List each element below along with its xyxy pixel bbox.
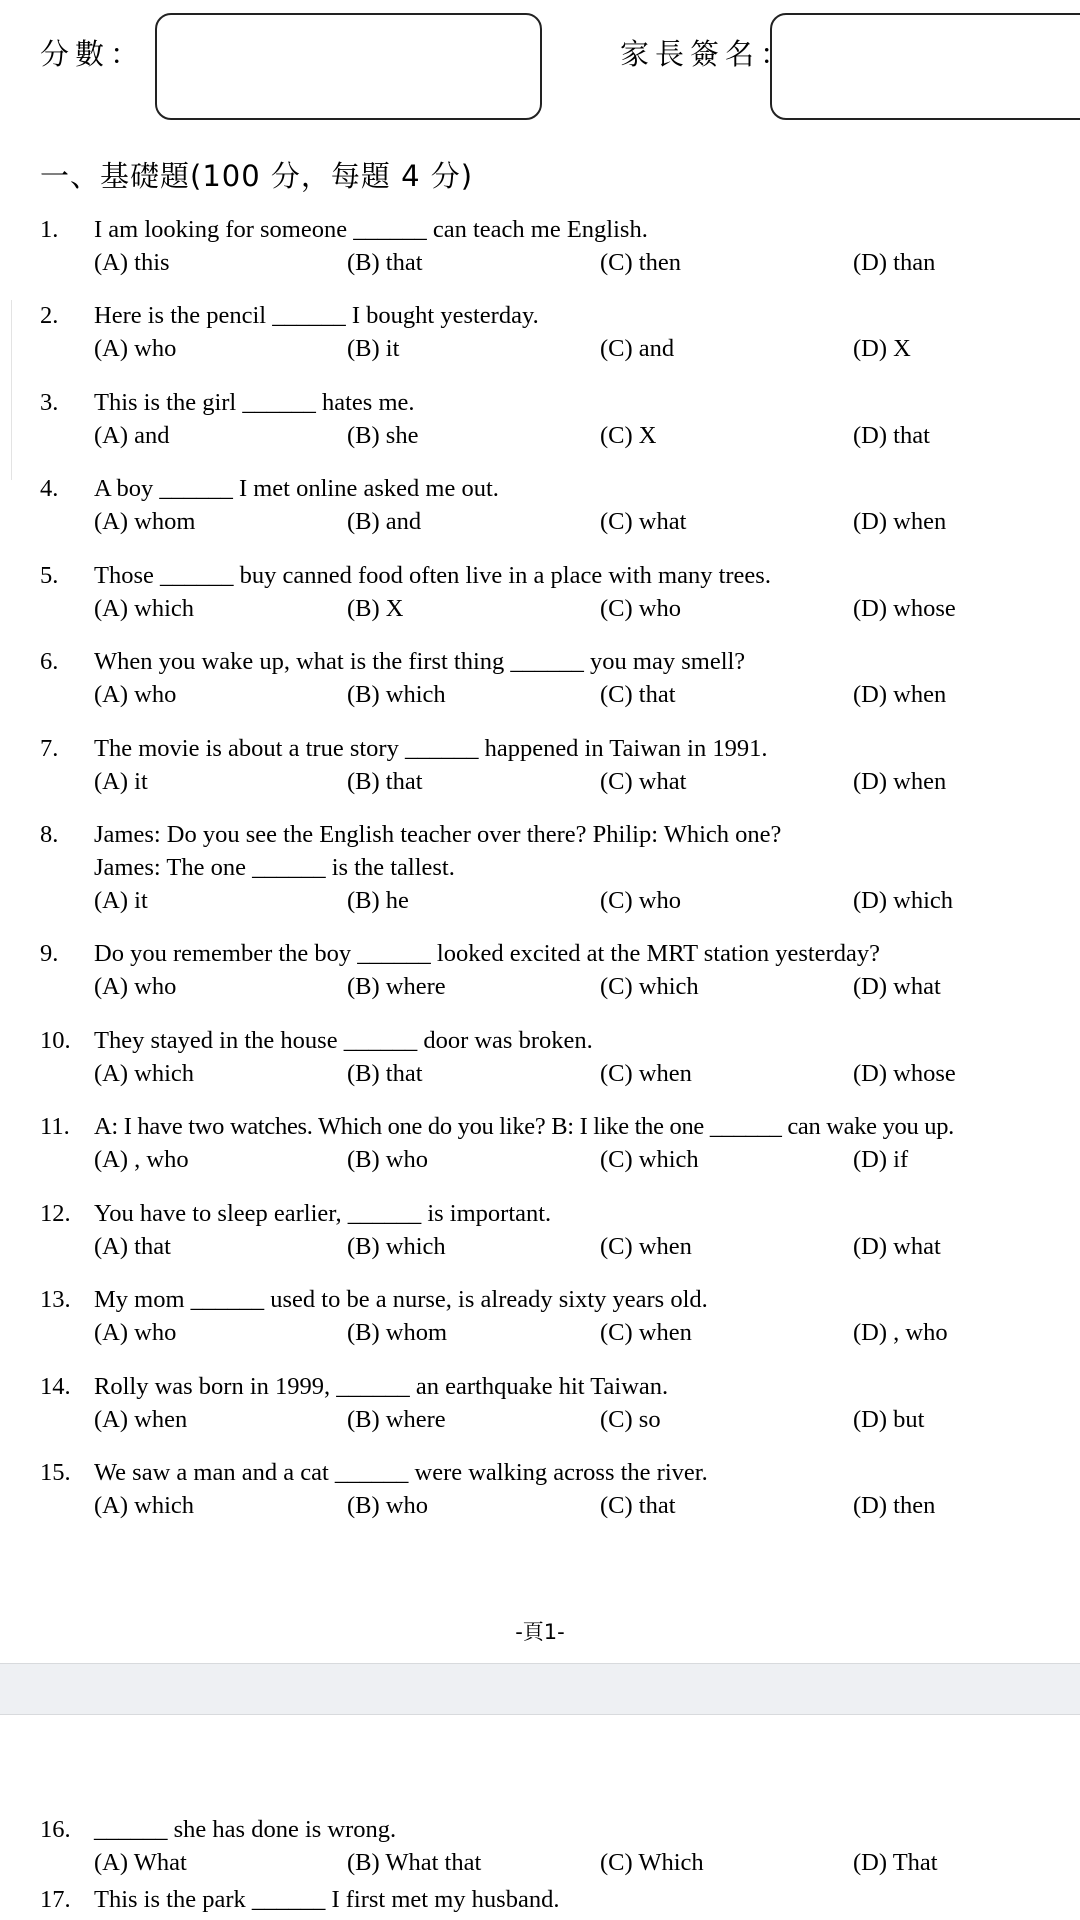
option-a: (A) , who (94, 1146, 189, 1173)
option-c: (C) who (600, 595, 681, 622)
question-number: 2. (40, 302, 59, 329)
question-stem: A boy ______ I met online asked me out. (94, 475, 499, 502)
question-number: 14. (40, 1373, 71, 1400)
section-title: 一、基礎題(100 分，每題 4 分) (40, 159, 474, 193)
option-b: (B) she (347, 422, 419, 449)
option-d: (D) what (853, 1233, 941, 1260)
option-b: (B) and (347, 508, 422, 535)
question-number: 10. (40, 1027, 71, 1054)
question-stem: Those ______ buy canned food often live in a place with many trees. (94, 562, 771, 589)
option-a: (A) which (94, 1060, 195, 1087)
option-b: (B) which (347, 681, 446, 708)
question-stem: Do you remember the boy ______ looked excited at the MRT station yesterday? (94, 940, 880, 967)
option-b: (B) that (347, 768, 423, 795)
page-2 (0, 1715, 1080, 1920)
option-a: (A) who (94, 335, 177, 362)
option-d: (D) X (853, 335, 911, 362)
question-stem: My mom ______ used to be a nurse, is already sixty years old. (94, 1286, 708, 1313)
option-a: (A) when (94, 1406, 188, 1433)
option-d: (D) that (853, 422, 930, 449)
option-b: (B) it (347, 335, 400, 362)
option-a: (A) it (94, 768, 148, 795)
option-c: (C) when (600, 1233, 692, 1260)
question-stem: The movie is about a true story ______ happened in Taiwan in 1991. (94, 735, 768, 762)
option-a: (A) this (94, 249, 170, 276)
parent-signature-label: 家長簽名： (620, 37, 796, 71)
option-b: (B) that (347, 249, 423, 276)
option-a: (A) which (94, 595, 195, 622)
option-c: (C) what (600, 768, 687, 795)
question-number: 1. (40, 216, 59, 243)
option-a: (A) which (94, 1492, 195, 1519)
option-b: (B) whom (347, 1319, 448, 1346)
option-a: (A) whom (94, 508, 196, 535)
question-stem: This is the park ______ I first met my husband. (94, 1886, 560, 1913)
option-b: (B) he (347, 887, 409, 914)
question-number: 3. (40, 389, 59, 416)
option-d: (D) whose (853, 595, 956, 622)
option-d: (D) when (853, 768, 947, 795)
option-c: (C) when (600, 1060, 692, 1087)
option-d: (D) when (853, 508, 947, 535)
option-c: (C) which (600, 1146, 699, 1173)
option-d: (D) but (853, 1406, 925, 1433)
question-number: 8. (40, 821, 59, 848)
option-a: (A) who (94, 681, 177, 708)
page-break (0, 1663, 1080, 1715)
option-c: (C) that (600, 1492, 676, 1519)
option-c: (C) X (600, 422, 657, 449)
score-box[interactable] (155, 13, 542, 120)
question-stem: ______ she has done is wrong. (94, 1816, 397, 1843)
option-c: (C) what (600, 508, 687, 535)
option-c: (C) that (600, 681, 676, 708)
question-number: 13. (40, 1286, 71, 1313)
question-stem: This is the girl ______ hates me. (94, 389, 415, 416)
option-d: (D) than (853, 249, 936, 276)
question-number: 7. (40, 735, 59, 762)
option-a: (A) that (94, 1233, 171, 1260)
option-a: (A) who (94, 1319, 177, 1346)
score-label: 分數： (40, 37, 146, 71)
question-stem: We saw a man and a cat ______ were walking across the river. (94, 1459, 708, 1486)
option-b: (B) that (347, 1060, 423, 1087)
option-b: (B) X (347, 595, 404, 622)
question-stem: You have to sleep earlier, ______ is important. (94, 1200, 552, 1227)
option-c: (C) so (600, 1406, 661, 1433)
option-c: (C) which (600, 973, 699, 1000)
option-a: (A) and (94, 422, 170, 449)
question-number: 11. (40, 1113, 70, 1140)
option-d: (D) if (853, 1146, 909, 1173)
parent-signature-box[interactable] (770, 13, 1080, 120)
option-d: (D) what (853, 973, 941, 1000)
option-d: (D) then (853, 1492, 936, 1519)
question-number: 5. (40, 562, 59, 589)
option-c: (C) and (600, 335, 675, 362)
question-number: 15. (40, 1459, 71, 1486)
option-b: (B) who (347, 1146, 428, 1173)
question-number: 4. (40, 475, 59, 502)
option-a: (A) who (94, 973, 177, 1000)
question-number: 6. (40, 648, 59, 675)
option-b: (B) which (347, 1233, 446, 1260)
question-stem: Rolly was born in 1999, ______ an earthquake hit Taiwan. (94, 1373, 669, 1400)
option-c: (C) who (600, 887, 681, 914)
question-number: 9. (40, 940, 59, 967)
question-number: 16. (40, 1816, 71, 1843)
question-stem: They stayed in the house ______ door was broken. (94, 1027, 593, 1054)
option-c: (C) Which (600, 1849, 704, 1876)
option-c: (C) when (600, 1319, 692, 1346)
question-stem: I am looking for someone ______ can teach me English. (94, 216, 648, 243)
option-d: (D) , who (853, 1319, 948, 1346)
option-b: (B) where (347, 973, 446, 1000)
option-b: (B) who (347, 1492, 428, 1519)
question-number: 12. (40, 1200, 71, 1227)
option-d: (D) which (853, 887, 954, 914)
question-stem: When you wake up, what is the first thing ______ you may smell? (94, 648, 746, 675)
question-number: 17. (40, 1886, 71, 1913)
option-d: (D) That (853, 1849, 938, 1876)
option-c: (C) then (600, 249, 681, 276)
question-stem-line-2: James: The one ______ is the tallest. (94, 854, 455, 881)
scroll-edge-marker (0, 300, 12, 480)
question-stem: A: I have two watches. Which one do you like? B: I like the one ______ can wake you up. (94, 1113, 954, 1140)
option-a: (A) it (94, 887, 148, 914)
option-d: (D) whose (853, 1060, 956, 1087)
option-a: (A) What (94, 1849, 187, 1876)
page-number: -頁1- (515, 1620, 565, 1644)
question-stem: James: Do you see the English teacher over there? Philip: Which one? (94, 821, 782, 848)
question-stem: Here is the pencil ______ I bought yesterday. (94, 302, 539, 329)
option-b: (B) where (347, 1406, 446, 1433)
option-b: (B) What that (347, 1849, 482, 1876)
option-d: (D) when (853, 681, 947, 708)
